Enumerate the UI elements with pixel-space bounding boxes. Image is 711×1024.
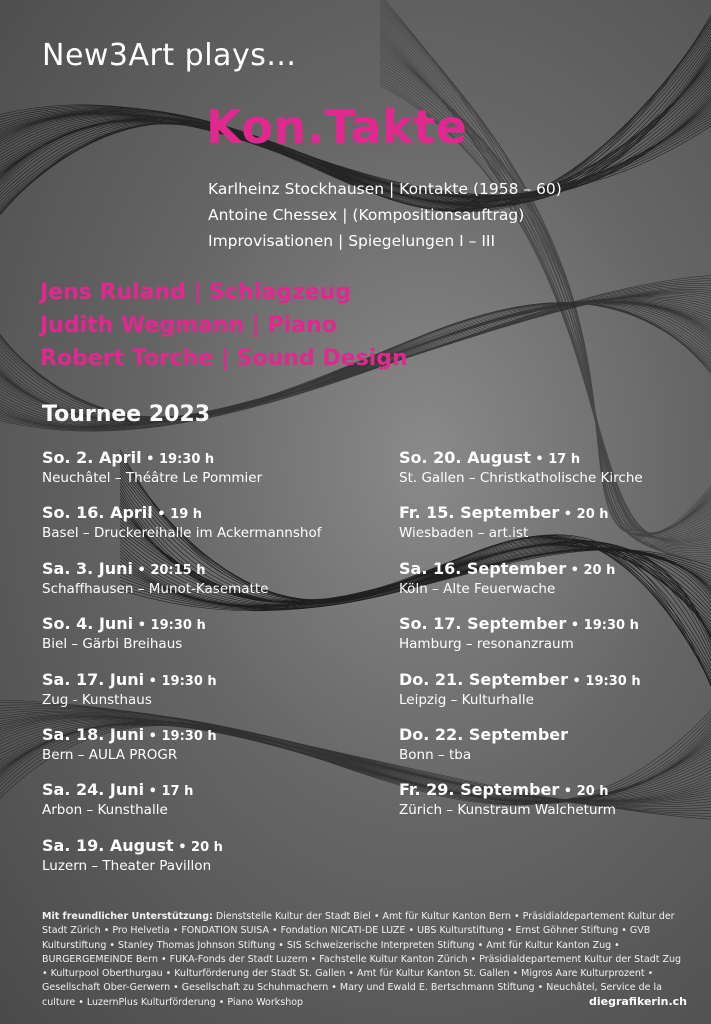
event-time: 20 h <box>583 562 616 578</box>
tour-event: So. 17. September • 19:30 h Hamburg – resonanzraum <box>399 614 643 669</box>
event-date: So. 17. September <box>399 614 567 634</box>
tour-event: Sa. 3. Juni • 20:15 h Schaffhausen – Munot-Kasematte <box>42 559 321 614</box>
event-time: 19:30 h <box>159 452 215 467</box>
musicians-list <box>40 276 408 375</box>
event-time: 20:15 h <box>150 562 206 578</box>
event-date: Sa. 24. Juni <box>42 780 145 800</box>
tour-event: Fr. 29. September • 20 h Zürich – Kunstraum Walcheturm <box>399 780 643 835</box>
event-time: 19 h <box>170 507 203 523</box>
event-time: 20 h <box>191 839 223 855</box>
musician-line: Jens Ruland | Schlagzeug <box>40 280 352 305</box>
event-date: Fr. 29. September <box>399 780 560 800</box>
event-venue: Basel – Druckereihalle im Ackermannshof <box>42 525 322 542</box>
event-venue: Wiesbaden – art.ist <box>399 525 529 542</box>
musician-line: Robert Torche | Sound Design <box>40 346 408 371</box>
designer-credit: diegrafikerin.ch <box>588 995 687 1008</box>
tour-event: Do. 21. September • 19:30 h Leipzig – Kulturhalle <box>399 670 643 725</box>
event-date: Sa. 18. Juni <box>42 724 145 744</box>
event-time: 20 h <box>576 507 609 523</box>
poster-title: Kon.Takte <box>206 100 468 154</box>
event-date: Sa. 16. September <box>399 558 567 578</box>
event-date: Sa. 19. August <box>42 835 174 855</box>
event-time: 19:30 h <box>583 618 639 634</box>
tour-event: So. 4. Juni • 19:30 h Biel – Gärbi Breihaus <box>42 614 321 669</box>
works-list <box>208 176 562 254</box>
event-date: So. 20. August <box>399 448 531 467</box>
tour-event: Sa. 18. Juni • 19:30 h Bern – AULA PROGR <box>42 725 321 780</box>
tour-title: Tournee 2023 <box>42 402 211 427</box>
tour-event: So. 2. April • 19:30 h Neuchâtel – Théâtre Le Pommier <box>42 448 321 503</box>
event-venue: Luzern – Theater Pavillon <box>42 857 212 874</box>
work-line: Improvisationen | Spiegelungen I – III <box>208 232 496 250</box>
event-date: Do. 21. September <box>399 669 569 689</box>
event-time: 19:30 h <box>161 673 217 689</box>
tour-event: Sa. 17. Juni • 19:30 h Zug - Kunsthaus <box>42 670 321 725</box>
tour-event: Fr. 15. September • 20 h Wiesbaden – art.ist <box>399 503 643 558</box>
event-date: Sa. 17. Juni <box>42 669 145 689</box>
event-date: Do. 22. September <box>399 724 569 744</box>
event-date: So. 2. April <box>42 448 142 467</box>
event-time: 19:30 h <box>585 673 641 689</box>
sponsors-label: Mit freundlicher Unterstützung: <box>42 911 213 922</box>
event-date: Fr. 15. September <box>399 503 560 523</box>
event-venue: Arbon – Kunsthalle <box>42 802 168 819</box>
tour-event: Sa. 19. August • 20 h Luzern – Theater Pavillon <box>42 836 321 891</box>
tour-event: So. 20. August • 17 h St. Gallen – Christkatholische Kirche <box>399 448 643 486</box>
pretitle: New3Art plays... <box>42 38 297 73</box>
event-date: So. 4. Juni <box>42 614 134 634</box>
work-line: Karlheinz Stockhausen | Kontakte (1958 – 60) <box>208 180 562 198</box>
work-line: Antoine Chessex | (Kompositionsauftrag) <box>208 206 525 224</box>
tour-event <box>399 725 643 780</box>
event-time: 17 h <box>161 784 194 800</box>
event-venue: Hamburg – resonanzraum <box>399 636 574 653</box>
event-venue: Zug - Kunsthaus <box>42 691 152 708</box>
tour-dates-right-column <box>399 448 643 836</box>
event-venue: Bonn – tba <box>399 746 472 763</box>
event-venue: Köln – Alte Feuerwache <box>399 580 556 597</box>
tour-event: Sa. 16. September • 20 h Köln – Alte Feuerwache <box>399 559 643 614</box>
tour-dates-left-column <box>42 448 321 891</box>
event-time: 20 h <box>576 784 609 800</box>
event-time: 19:30 h <box>150 618 206 634</box>
event-venue: Leipzig – Kulturhalle <box>399 691 534 708</box>
event-venue: Biel – Gärbi Breihaus <box>42 636 183 653</box>
event-venue: St. Gallen – Christkatholische Kirche <box>399 470 643 486</box>
event-time: 19:30 h <box>161 728 217 744</box>
event-venue: Neuchâtel – Théâtre Le Pommier <box>42 470 263 486</box>
event-venue: Zürich – Kunstraum Walcheturm <box>399 802 616 819</box>
event-venue: Schaffhausen – Munot-Kasematte <box>42 580 269 597</box>
event-date: So. 16. April <box>42 503 153 523</box>
tour-event: Sa. 24. Juni • 17 h Arbon – Kunsthalle <box>42 780 321 835</box>
musician-line: Judith Wegmann | Piano <box>40 313 337 338</box>
tour-event: So. 16. April • 19 h Basel – Druckereihalle im Ackermannshof <box>42 503 322 542</box>
event-time: 17 h <box>548 452 581 467</box>
event-date: Sa. 3. Juni <box>42 558 133 578</box>
event-venue: Bern – AULA PROGR <box>42 746 178 763</box>
sponsors-list: Dienststelle Kultur der Stadt Biel • Amt für Kultur Kanton Bern • Präsidialdepartement Kultur der Stadt Zürich • Pro Helvetia • FONDATION SUISA • Fondation NICATI-DE LUZE • UBS Kulturstiftung • Ernst Göhner Stiftung • GVB Kulturstiftung • Stanley Thomas Johnson Stiftung • SIS Schweizerische Interpreten Stiftung • Amt für Kultur Kanton Zug • BURGERGEMEINDE Bern • FUKA-Fonds der Stadt Luzern • Fachstelle Kultur Kanton Zürich • Präsidialdepartement Kultur der Stadt Zug • Kulturpool Oberthurgau • Kulturförderung der Stadt St. Gallen • Amt für Kultur Kanton St. Gallen • Migros Aare Kulturprozent • Gesellschaft Ober-Gerwern • Gesellschaft zu Schuhmachern • Mary und Ewald E. Bertschmann Stiftung • Neuchâtel, Service de la culture • LuzernPlus Kulturförderung • Piano Workshop <box>42 911 682 1008</box>
